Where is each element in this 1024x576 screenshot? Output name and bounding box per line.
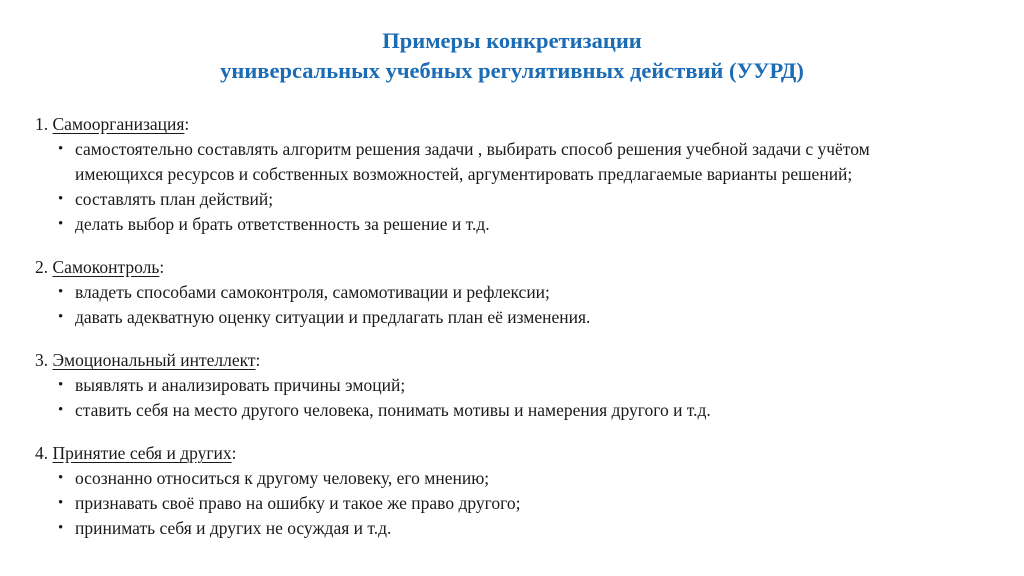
bullet-icon: •	[58, 284, 64, 300]
section-heading-text: Самоконтроль	[52, 257, 160, 277]
section-heading-colon: :	[231, 443, 237, 463]
bullet-icon: •	[58, 216, 64, 232]
slide-body	[35, 112, 954, 541]
list-item	[58, 516, 954, 541]
list-item-text: давать адекватную оценку ситуации и предлагать план её изменения.	[75, 307, 591, 327]
list-item-text: делать выбор и брать ответственность за решение и т.д.	[75, 214, 490, 234]
section-number: 1.	[35, 114, 49, 134]
bullet-icon: •	[58, 495, 64, 511]
section-number: 2.	[35, 257, 49, 277]
list-item-text: составлять план действий;	[75, 189, 274, 209]
list-item	[58, 466, 954, 491]
list-item-text: выявлять и анализировать причины эмоций;	[75, 375, 406, 395]
bullet-icon: •	[58, 520, 64, 536]
section-heading-text: Самоорганизация	[52, 114, 185, 134]
list-item-text: принимать себя и других не осуждая и т.д.	[75, 518, 392, 538]
bullet-list	[35, 280, 954, 330]
section-emotsionalnyi-intellekt	[35, 348, 954, 423]
section-heading	[35, 441, 954, 466]
list-item	[58, 212, 954, 237]
bullet-icon: •	[58, 309, 64, 325]
section-samokontrol	[35, 255, 954, 330]
section-heading	[35, 112, 954, 137]
section-number: 3.	[35, 350, 49, 370]
section-number: 4.	[35, 443, 49, 463]
list-item-text: самостоятельно составлять алгоритм решения задачи , выбирать способ решения учебной задачи с учётом имеющихся ресурсов и собственных возможностей, аргументировать предлагаемые варианты решений;	[75, 139, 870, 184]
section-samoorganizatsiya	[35, 112, 954, 237]
bullet-icon: •	[58, 191, 64, 207]
bullet-icon: •	[58, 141, 64, 157]
list-item-text: признавать своё право на ошибку и такое же право другого;	[75, 493, 521, 513]
list-item-text: осознанно относиться к другому человеку, его мнению;	[75, 468, 490, 488]
list-item	[58, 491, 954, 516]
bullet-icon: •	[58, 470, 64, 486]
list-item-text: владеть способами самоконтроля, самомотивации и рефлексии;	[75, 282, 550, 302]
bullet-list	[35, 373, 954, 423]
list-item-text: ставить себя на место другого человека, понимать мотивы и намерения другого и т.д.	[75, 400, 711, 420]
bullet-icon: •	[58, 377, 64, 393]
slide-title	[0, 26, 1024, 86]
list-item	[58, 137, 954, 187]
list-item	[58, 187, 954, 212]
section-heading-colon: :	[159, 257, 165, 277]
section-heading-text: Принятие себя и других	[52, 443, 232, 463]
list-item	[58, 280, 954, 305]
title-line-1: Примеры конкретизации	[382, 28, 642, 53]
bullet-list	[35, 466, 954, 541]
section-heading-colon: :	[184, 114, 190, 134]
section-heading-colon: :	[255, 350, 261, 370]
section-heading	[35, 348, 954, 373]
bullet-list	[35, 137, 954, 237]
list-item	[58, 373, 954, 398]
list-item	[58, 398, 954, 423]
title-line-2: универсальных учебных регулятивных действий (УУРД)	[220, 58, 804, 83]
section-heading	[35, 255, 954, 280]
section-heading-text: Эмоциональный интеллект	[52, 350, 256, 370]
section-prinyatie-sebya	[35, 441, 954, 541]
list-item	[58, 305, 954, 330]
bullet-icon: •	[58, 402, 64, 418]
